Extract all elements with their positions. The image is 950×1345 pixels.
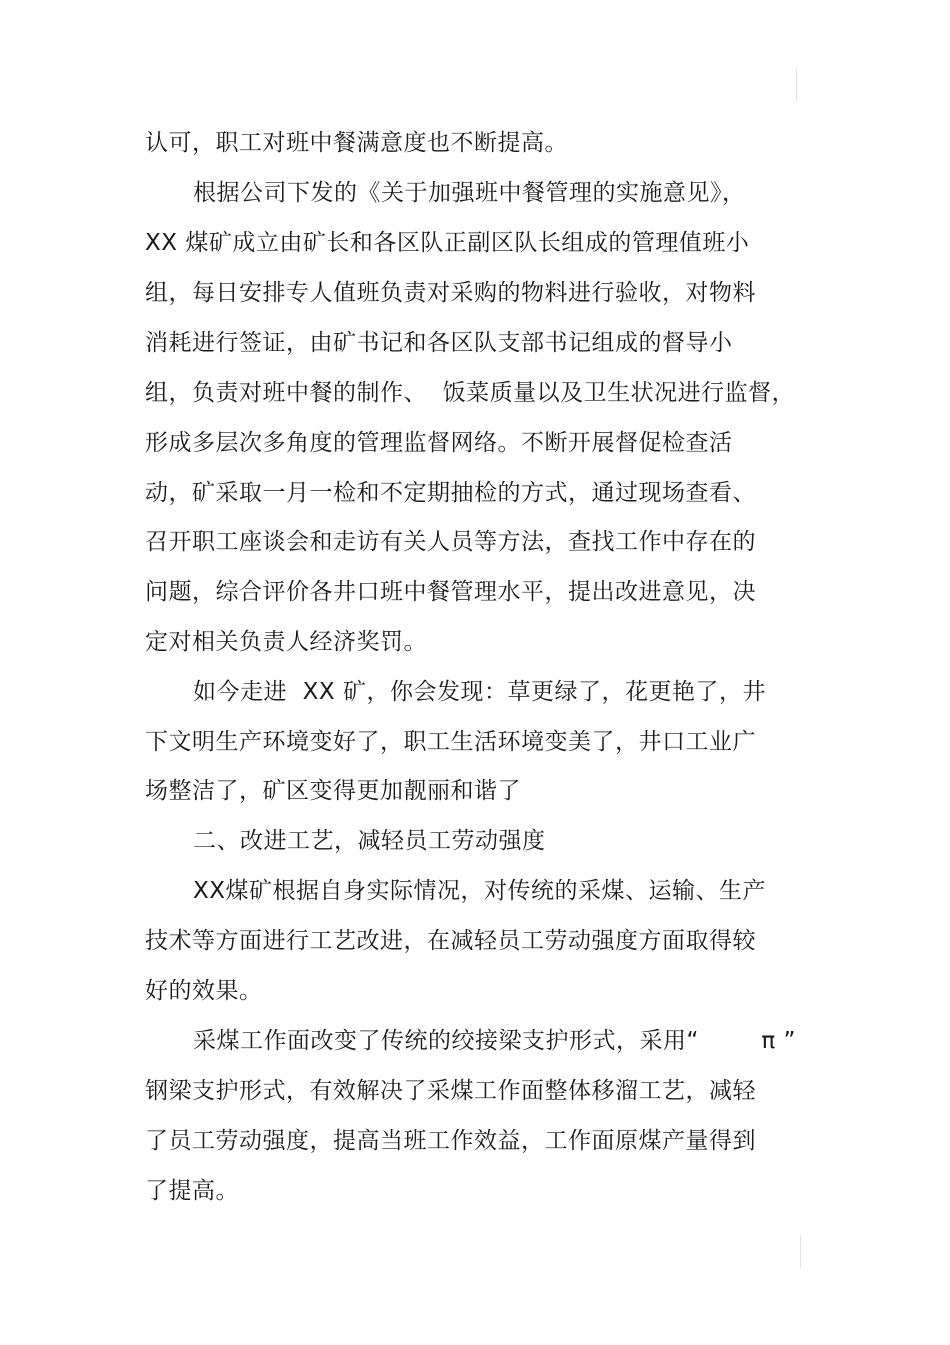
text-line: 如今走进 XX 矿，你会发现：草更绿了，花更艳了，井: [193, 679, 766, 705]
text-line: 钢梁支护形式，有效解决了采煤工作面整体移溜工艺，减轻: [145, 1078, 756, 1104]
text-line: 了员工劳动强度，提高当班工作效益，工作面原煤产量得到: [145, 1128, 756, 1154]
text-line: 组，负责对班中餐的制作、 饭菜质量以及卫生状况进行监督，: [145, 380, 796, 406]
text-line: 下文明生产环境变好了，职工生活环境变美了，井口工业广: [145, 729, 756, 755]
text-line: 采煤工作面改变了传统的绞接梁支护形式，采用“ π ”: [193, 1028, 796, 1054]
text-line: 定对相关负责人经济奖罚。: [145, 629, 427, 655]
text-line: 根据公司下发的《关于加强班中餐管理的实施意见》，: [193, 180, 746, 206]
text-line: XX 煤矿成立由矿长和各区队正副区队长组成的管理值班小: [145, 230, 750, 256]
text-line: 了提高。: [145, 1178, 239, 1204]
text-line: 动，矿采取一月一检和不定期抽检的方式，通过现场查看、: [145, 480, 756, 506]
text-line: 问题，综合评价各井口班中餐管理水平，提出改进意见，决: [145, 579, 756, 605]
text-line: 消耗进行签证，由矿书记和各区队支部书记组成的督导小: [145, 330, 733, 356]
text-line: 形成多层次多角度的管理监督网络。不断开展督促检查活: [145, 430, 733, 456]
section-heading: 二、改进工艺，减轻员工劳动强度: [193, 828, 546, 854]
text-line: 好的效果。: [145, 978, 263, 1004]
text-line: XX煤矿根据自身实际情况，对传统的采煤、运输、生产: [193, 878, 767, 904]
text-line: 技术等方面进行工艺改进，在减轻员工劳动强度方面取得较: [145, 928, 756, 954]
text-line: 场整洁了，矿区变得更加靓丽和谐了: [145, 778, 521, 804]
text-line: 认可，职工对班中餐满意度也不断提高。: [145, 130, 568, 156]
page-edge-mark-bottom: [800, 1235, 801, 1268]
text-line: 组，每日安排专人值班负责对采购的物料进行验收，对物料: [145, 280, 756, 306]
page-edge-mark-top: [796, 68, 797, 101]
text-line: 召开职工座谈会和走访有关人员等方法，查找工作中存在的: [145, 529, 756, 555]
